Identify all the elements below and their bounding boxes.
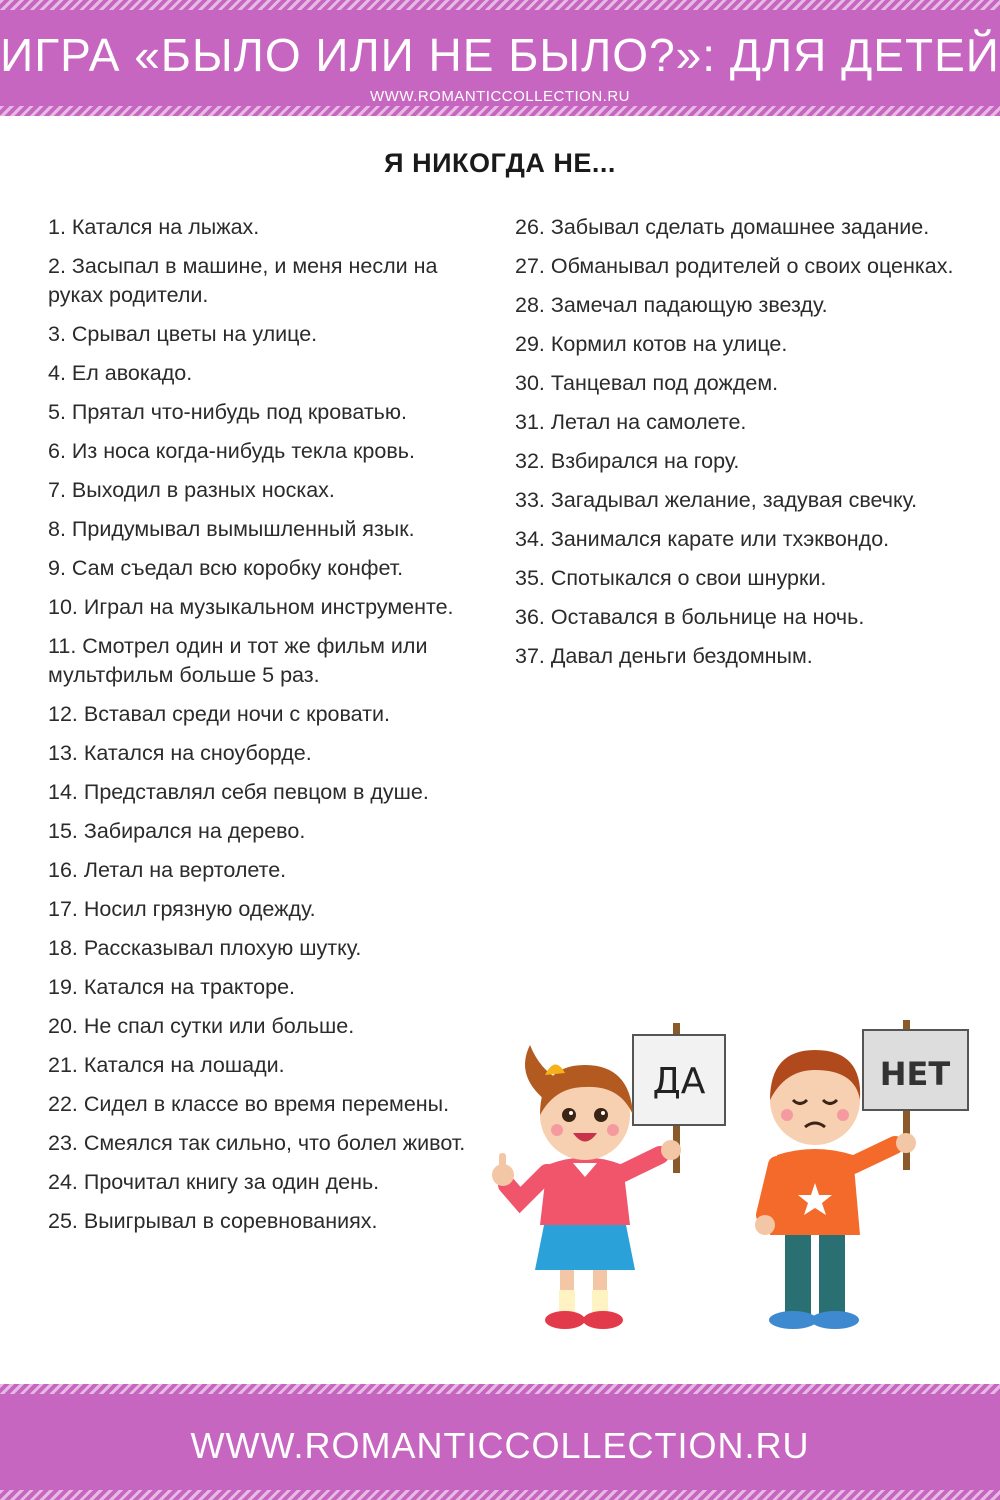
list-item: 24. Прочитал книгу за один день. [48,1170,380,1194]
list-item: 14. Представлял себя певцом в душе. [48,780,429,804]
list-item: 34. Занимался карате или тхэквондо. [515,527,890,551]
list-item: 37. Давал деньги бездомным. [515,644,813,668]
list-item: 28. Замечал падающую звезду. [515,293,828,317]
list-item: 7. Выходил в разных носках. [48,478,335,502]
list-item: 6. Из носа когда-нибудь текла кровь. [48,439,415,463]
header-website-url: WWW.ROMANTICCOLLECTION.RU [370,88,630,105]
list-item: 19. Катался на тракторе. [48,975,296,999]
list-item: 30. Танцевал под дождем. [515,371,779,395]
list-item: 33. Загадывал желание, задувая свечку. [515,488,918,512]
list-item: 3. Срывал цветы на улице. [48,322,318,346]
sign-no-text: НЕТ [879,1055,951,1093]
list-item: 27. Обманывал родителей о своих оценках. [515,254,954,278]
list-item: 31. Летал на самолете. [515,410,747,434]
list-item: 18. Рассказывал плохую шутку. [48,936,362,960]
list-item: 13. Катался на сноуборде. [48,741,312,765]
kids-illustration [485,1015,985,1340]
section-title: Я НИКОГДА НЕ... [384,148,616,178]
list-item: 36. Оставался в больнице на ночь. [515,605,865,629]
list-item: 22. Сидел в классе во время перемены. [48,1092,450,1116]
list-item: 17. Носил грязную одежду. [48,897,316,921]
list-item: 16. Летал на вертолете. [48,858,287,882]
page-title: ИГРА «БЫЛО ИЛИ НЕ БЫЛО?»: ДЛЯ ДЕТЕЙ [0,29,1000,81]
questions-list-right [515,213,955,681]
list-item: 25. Выигрывал в соревнованиях. [48,1209,378,1233]
list-item: 21. Катался на лошади. [48,1053,285,1077]
list-item: 10. Играл на музыкальном инструменте. [48,595,454,619]
list-item: 12. Вставал среди ночи с кровати. [48,702,390,726]
list-item: 35. Спотыкался о свои шнурки. [515,566,827,590]
list-item: 15. Забирался на дерево. [48,819,306,843]
list-item: 8. Придумывал вымышленный язык. [48,517,415,541]
list-item: 32. Взбирался на гору. [515,449,740,473]
footer-website-url: WWW.ROMANTICCOLLECTION.RU [190,1425,810,1466]
boy-figure [755,1020,968,1329]
sign-yes-text: ДА [652,1061,706,1102]
list-item: 26. Забывал сделать домашнее задание. [515,215,930,239]
list-item: 4. Ел авокадо. [48,361,193,385]
list-item: 29. Кормил котов на улице. [515,332,788,356]
list-item: 1. Катался на лыжах. [48,215,260,239]
girl-figure [492,1023,725,1329]
list-item: 23. Смеялся так сильно, что болел живот. [48,1131,466,1155]
list-item: 2. Засыпал в машине, и меня несли на руках родители. [48,254,438,307]
list-item: 9. Сам съедал всю коробку конфет. [48,556,404,580]
list-item: 11. Смотрел один и тот же фильм или мультфильм больше 5 раз. [48,634,428,687]
list-item: 20. Не спал сутки или больше. [48,1014,355,1038]
list-item: 5. Прятал что-нибудь под кроватью. [48,400,407,424]
questions-list-left [48,213,493,1246]
